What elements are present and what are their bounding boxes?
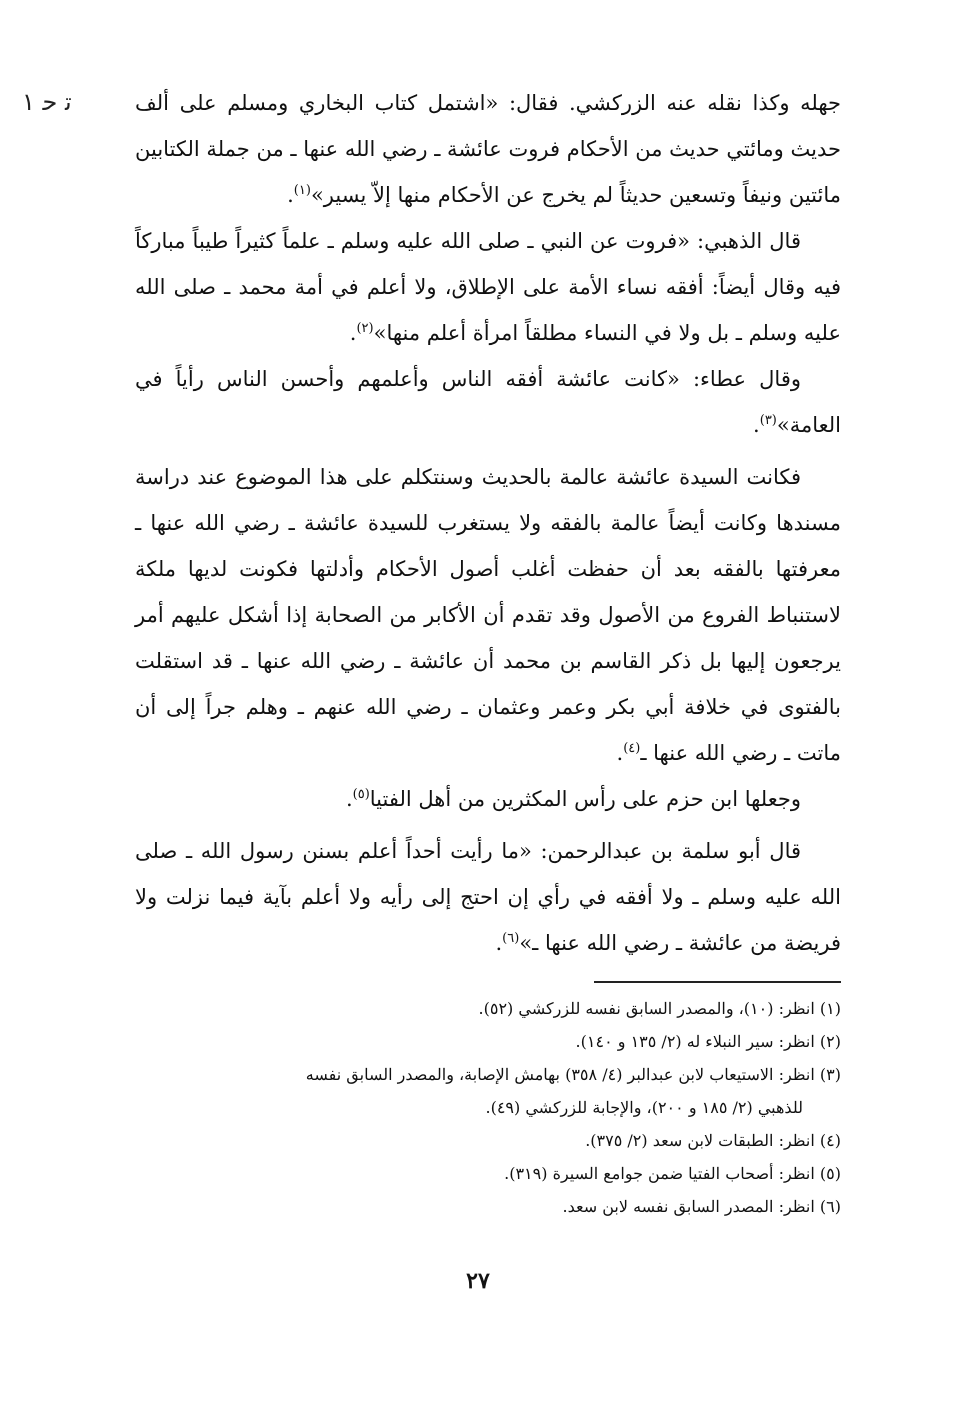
paragraph-2 bbox=[135, 218, 841, 356]
footnote-number: (٣) bbox=[819, 1065, 841, 1084]
footnote-continuation: للذهبي (٢/ ١٨٥ و ٢٠٠)، والإجابة للزركشي (٤٩). bbox=[485, 1098, 803, 1117]
paragraph-end: . bbox=[495, 931, 503, 955]
main-text bbox=[135, 80, 841, 966]
paragraph-3 bbox=[135, 356, 841, 448]
paragraph-text: قال الذهبي: «فروت عن النبي ـ صلى الله عليه وسلم ـ علماً كثيراً طيباً مباركاً فيه وقال أيضاً: أفقه نساء الأمة على الإطلاق، ولا أعلم في أمة محمد ـ صلى الله عليه وسلم ـ بل ولا في النساء مطلقاً امرأة أعلم منها» bbox=[135, 229, 841, 345]
footnote-number: (٥) bbox=[819, 1164, 841, 1183]
footnote-number: (٤) bbox=[819, 1131, 841, 1150]
footnote-4 bbox=[135, 1124, 841, 1157]
footnote-ref[interactable]: (٢) bbox=[356, 321, 374, 336]
footnote-text: انظر: (١٠)، والمصدر السابق نفسه للزركشي (٥٢). bbox=[478, 999, 815, 1018]
footnote-ref[interactable]: (١) bbox=[293, 183, 311, 198]
paragraph-text: فكانت السيدة عائشة عالمة بالحديث وسنتكلم على هذا الموضوع عند دراسة مسندها وكانت أيضاً عالمة بالفقه ولا يستغرب للسيدة عائشة ـ رضي الله عنها ـ معرفتها بالفقه بعد أن حفظت أغلب أصول الأحكام وأدلتها فكونت لديها ملكة لاستنباط الفروع من الأصول وقد تقدم أن الأكابر من الصحابة إذا أشكل عليهم أمر يرجعون إليها بل ذكر القاسم بن محمد أن عائشة ـ رضي الله عنها ـ قد استقلت بالفتوى في خلافة أبي بكر وعمر وعثمان ـ رضي الله عنهم ـ وهلم جراً إلى أن ماتت ـ رضي الله عنها ـ bbox=[135, 465, 841, 765]
footnote-divider bbox=[594, 981, 841, 983]
paragraph-4 bbox=[135, 454, 841, 776]
paragraph-6 bbox=[135, 828, 841, 966]
footnote-6 bbox=[135, 1190, 841, 1223]
footnote-text: انظر: الاستيعاب لابن عبدالبر (٤/ ٣٥٨) بهامش الإصابة، والمصدر السابق نفسه bbox=[305, 1065, 815, 1084]
footnote-text: انظر: الطبقات لابن سعد (٢/ ٣٧٥). bbox=[585, 1131, 815, 1150]
paragraph-5 bbox=[135, 776, 841, 822]
footnote-ref[interactable]: (٤) bbox=[623, 741, 641, 756]
paragraph-1 bbox=[135, 80, 841, 218]
handwritten-margin-note: ﺗ ﺣ ١ bbox=[22, 88, 72, 116]
paragraph-text: قال أبو سلمة بن عبدالرحمن: «ما رأيت أحداً أعلم بسنن رسول الله ـ صلى الله عليه وسلم ـ ولا أفقه في رأي إن احتج إلى رأيه ولا أعلم بآية فيما نزلت ولا فريضة من عائشة ـ رضي الله عنها ـ» bbox=[135, 839, 841, 955]
footnote-5 bbox=[135, 1157, 841, 1190]
footnote-ref[interactable]: (٣) bbox=[759, 413, 777, 428]
footnotes bbox=[135, 992, 841, 1223]
footnote-text: انظر: المصدر السابق نفسه لابن سعد. bbox=[562, 1197, 815, 1216]
footnote-1 bbox=[135, 992, 841, 1025]
footnote-text: انظر: سير النبلاء له (٢/ ١٣٥ و ١٤٠). bbox=[575, 1032, 815, 1051]
footnote-number: (٢) bbox=[819, 1032, 841, 1051]
paragraph-text: وقال عطاء: «كانت عائشة أفقه الناس وأعلمهم وأحسن الناس رأياً في العامة» bbox=[135, 367, 841, 437]
footnote-number: (١) bbox=[819, 999, 841, 1018]
footnote-3 bbox=[135, 1058, 841, 1124]
footnote-number: (٦) bbox=[819, 1197, 841, 1216]
footnote-text: انظر: أصحاب الفتيا ضمن جوامع السيرة (٣١٩). bbox=[504, 1164, 815, 1183]
footnote-2 bbox=[135, 1025, 841, 1058]
footnote-ref[interactable]: (٥) bbox=[352, 787, 370, 802]
page-number: ٢٧ bbox=[466, 1268, 490, 1294]
paragraph-end: . bbox=[753, 413, 760, 437]
paragraph-end: . bbox=[349, 321, 357, 345]
paragraph-end: . bbox=[287, 183, 294, 207]
paragraph-text: جهله وكذا نقله عنه الزركشي. فقال: «اشتمل كتاب البخاري ومسلم على ألف حديث ومائتي حديث من الأحكام فروت عائشة ـ رضي الله عنها ـ من جملة الكتابين مائتين ونيفاً وتسعين حديثاً لم يخرج عن الأحكام منها إلاّ يسير» bbox=[135, 91, 841, 207]
paragraph-end: . bbox=[616, 741, 624, 765]
paragraph-end: . bbox=[345, 787, 353, 811]
footnote-ref[interactable]: (٦) bbox=[502, 931, 520, 946]
paragraph-text: وجعلها ابن حزم على رأس المكثرين من أهل الفتيا bbox=[369, 787, 801, 811]
